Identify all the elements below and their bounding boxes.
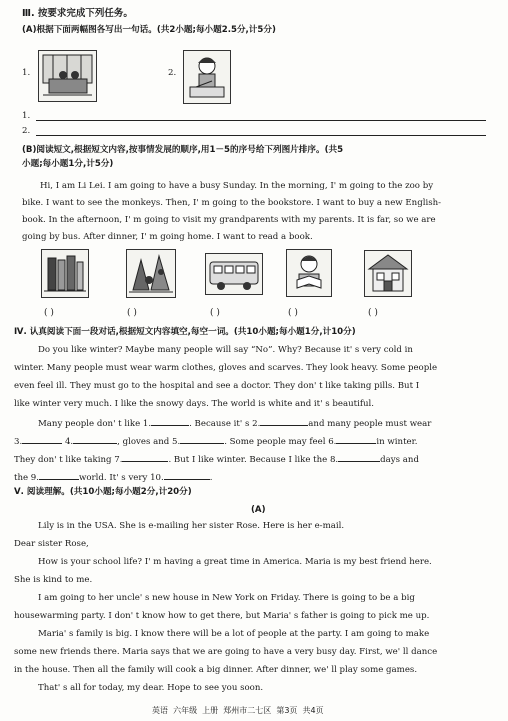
blank-5[interactable] (180, 434, 224, 444)
answer-paren-3[interactable]: ( ) (210, 308, 220, 318)
partB-passage-line: book. In the afternoon, I' m going to visit my grandparents with my parents. It is far, so we are (22, 215, 436, 225)
picture-girl-drawing (183, 50, 231, 104)
section5-line: Dear sister Rose, (14, 539, 89, 549)
picture-reading-room (38, 50, 97, 102)
section5-line: I am going to her uncle' s new house in New York on Friday. There is going to be a big (38, 593, 415, 603)
fill-text: the 9. (14, 473, 40, 483)
section5-title: Ⅴ. 阅读理解。(共10小题;每小题2分,计20分) (14, 487, 192, 497)
answer-paren-5[interactable]: ( ) (368, 308, 378, 318)
section5-line: in the house. Then all the family will cook a big dinner. After dinner, we' ll play some games. (14, 665, 418, 675)
fill-text: . (209, 473, 213, 483)
fill-line-4 (14, 470, 213, 484)
fill-text: . Because it' s 2. (189, 419, 261, 429)
partB-passage-line: going by bus. After dinner, I' m going home. I want to read a book. (22, 232, 313, 242)
section4-title: Ⅳ. 认真阅读下面一段对话,根据短文内容填空,每空一词。(共10小题;每小题1分,计10分) (14, 327, 356, 337)
fill-line-3 (14, 452, 419, 466)
section5-line: That' s all for today, my dear. Hope to see you soon. (38, 683, 264, 693)
partB-passage-line: Hi, I am Li Lei. I am going to have a busy Sunday. In the morning, I' m going to the zoo by (40, 181, 434, 191)
answer-line1-label: 1. (22, 111, 31, 121)
blank-4[interactable] (73, 434, 117, 444)
fill-text: world. It' s very 10. (79, 473, 164, 483)
answer-paren-2[interactable]: ( ) (127, 308, 137, 318)
fill-line-1 (38, 416, 431, 430)
pic1-label: 1. (22, 68, 31, 78)
fill-text: 4. (64, 437, 74, 447)
answer-paren-4[interactable]: ( ) (288, 308, 298, 318)
blank-7[interactable] (122, 452, 168, 462)
answer-line-1[interactable] (36, 120, 486, 121)
blank-9[interactable] (39, 470, 79, 480)
fill-text: They don' t like taking 7. (14, 455, 123, 465)
picture-zoo-monkeys (126, 249, 176, 298)
section3-partA-instruction: (A)根据下面两幅图各写出一句话。(共2小题;每小题2.5分,计5分) (22, 25, 276, 35)
answer-line2-label: 2. (22, 126, 31, 136)
section5-line: Maria' s family is big. I know there will be a lot of people at the party. I am going to make (38, 629, 430, 639)
section3-partB-instruction-1: (B)阅读短文,根据短文内容,按事情发展的顺序,用1－5的序号给下列图片排序。(共5 (22, 145, 344, 155)
picture-boy-reading (286, 249, 332, 297)
blank-3[interactable] (22, 434, 62, 444)
section5-line: some new friends there. Maria says that we are going to have a very busy day. First, we' ll dance (14, 647, 438, 657)
fill-text: . But I like winter. Because I like the 8. (168, 455, 339, 465)
section4-passage-line: Do you like winter? Maybe many people will say “No”. Why? Because it' s very cold in (38, 345, 413, 355)
section3-partB-instruction-2: 小题;每小题1分,计5分) (22, 159, 114, 169)
picture-books (41, 249, 89, 298)
section4-passage-line: like winter very much. I like the snowy days. The world is white and it' s beautiful. (14, 399, 375, 409)
blank-6[interactable] (336, 434, 376, 444)
fill-text: in winter. (376, 437, 418, 447)
section3-title: Ⅲ. 按要求完成下列任务。 (22, 8, 133, 19)
fill-text: , gloves and 5. (117, 437, 181, 447)
fill-text: days and (380, 455, 419, 465)
section5-line: She is kind to me. (14, 575, 93, 585)
answer-paren-1[interactable]: ( ) (44, 308, 54, 318)
fill-line-2 (14, 434, 418, 448)
section5-line: How is your school life? I' m having a great time in America. Maria is my best friend here. (38, 557, 432, 567)
section5-line: Lily is in the USA. She is e-mailing her sister Rose. Here is her e-mail. (38, 521, 345, 531)
fill-text: 3. (14, 437, 23, 447)
page-footer: 英语 六年级 上册 郑州市二七区 第3页 共4页 (152, 706, 324, 715)
section4-passage-line: even feel ill. They must go to the hospital and see a doctor. They don' t like taking pills. But I (14, 381, 420, 391)
fill-text: and many people must wear (308, 419, 432, 429)
fill-text: . Some people may feel 6. (224, 437, 337, 447)
fill-text: Many people don' t like 1. (38, 419, 152, 429)
blank-8[interactable] (338, 452, 380, 462)
section4-passage-line: winter. Many people must wear warm clothes, gloves and scarves. They look heavy. Some people (14, 363, 438, 373)
pic2-label: 2. (168, 68, 177, 78)
answer-line-2[interactable] (36, 135, 486, 136)
picture-house (364, 250, 412, 297)
blank-10[interactable] (164, 470, 210, 480)
section5-line: housewarming party. I don' t know how to get there, but Maria' s father is going to pick me up. (14, 611, 430, 621)
partB-passage-line: bike. I want to see the monkeys. Then, I' m going to the bookstore. I want to buy a new English- (22, 198, 442, 208)
picture-bus (205, 253, 263, 295)
section5-subtitle: (A) (251, 505, 266, 515)
blank-2[interactable] (260, 416, 308, 426)
blank-1[interactable] (151, 416, 189, 426)
